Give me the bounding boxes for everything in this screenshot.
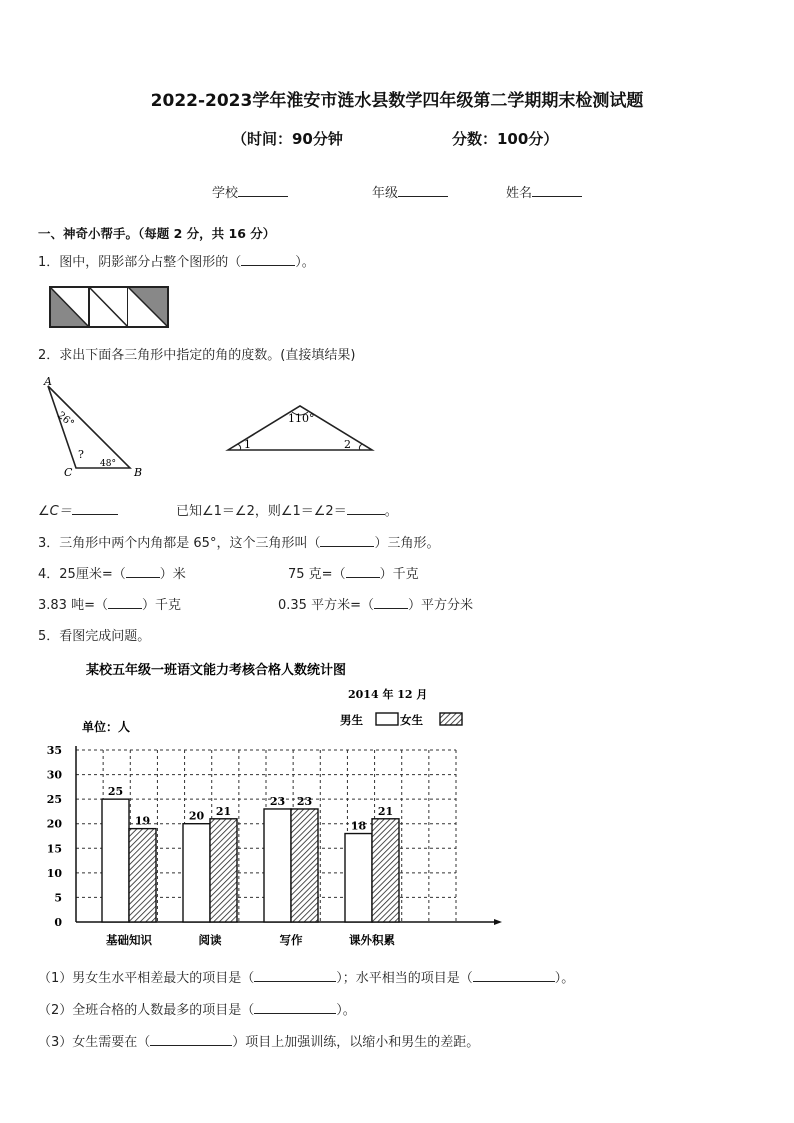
vertex-b-label: B	[134, 466, 143, 479]
bar-value-label: 19	[134, 814, 151, 828]
bar-value-label: 25	[107, 785, 124, 799]
question-3: 3．三角形中两个内角都是 65°，这个三角形叫（ ）三角形。	[38, 536, 440, 551]
answer-blank[interactable]	[241, 254, 295, 266]
legend-label-boys: 男生	[340, 713, 363, 727]
answer-blank[interactable]	[126, 566, 160, 578]
question-4c: 3.83 吨=（ ）千克	[38, 598, 181, 613]
chart-date: 2014 年 12 月	[348, 688, 428, 701]
question-1: 1．图中，阴影部分占整个图形的（ ）。	[38, 255, 315, 270]
shaded-rectangle-figure	[49, 286, 171, 330]
unknown-angle-label: ?	[78, 448, 84, 461]
bar-男生	[183, 824, 210, 922]
school-label: 学校	[212, 186, 239, 201]
question-4a: 4．25厘米=（ ）米	[38, 567, 186, 582]
answer-blank[interactable]	[473, 970, 555, 982]
y-tick-label: 30	[46, 768, 62, 782]
angle-110-label: 110°	[288, 412, 315, 425]
question-4b: 75 克=（ ）千克	[288, 567, 419, 582]
bar-男生	[102, 799, 129, 922]
bar-男生	[345, 834, 372, 922]
bar-value-label: 21	[377, 804, 394, 818]
chart-title: 某校五年级一班语文能力考核合格人数统计图	[86, 663, 347, 678]
answer-blank[interactable]	[346, 566, 380, 578]
chart-legend	[340, 713, 462, 727]
page-title: 2022-2023学年淮安市涟水县数学四年级第二学期期末检测试题	[150, 91, 644, 111]
answer-blank[interactable]	[254, 1002, 336, 1014]
angle-a-label: 26°	[55, 409, 76, 430]
angle-1-label: 1	[244, 438, 251, 451]
bar-女生	[372, 819, 399, 922]
y-tick-label: 0	[54, 916, 62, 929]
bar-value-label: 23	[269, 794, 286, 808]
bar-女生	[291, 809, 318, 922]
answer-angle-c: ∠C＝	[38, 500, 118, 519]
bar-chart	[36, 652, 506, 954]
question-5-2: （2）全班合格的人数最多的项目是（ ）。	[38, 1003, 356, 1018]
chart-unit: 单位：人	[82, 720, 131, 734]
y-tick-label: 20	[46, 817, 62, 831]
answer-blank[interactable]	[150, 1034, 232, 1046]
angle-b-label: 48°	[100, 459, 116, 469]
answer-blank[interactable]	[374, 597, 408, 609]
x-category-label: 写作	[279, 933, 303, 947]
bar-女生	[129, 829, 156, 922]
vertex-c-label: C	[64, 466, 73, 479]
grade-field[interactable]	[372, 182, 448, 201]
legend-swatch-girls	[440, 713, 462, 725]
question-5-1: （1）男女生水平相差最大的项目是（ ）；水平相当的项目是（ ）。	[38, 971, 575, 986]
section-heading: 一、神奇小帮手。（每题 2 分，共 16 分）	[38, 226, 276, 241]
angle-2-label: 2	[344, 438, 351, 451]
triangle-110-figure	[224, 398, 376, 456]
x-category-label: 阅读	[198, 933, 222, 947]
answer-blank[interactable]	[108, 597, 142, 609]
bar-value-label: 21	[215, 804, 232, 818]
legend-swatch-boys	[376, 713, 398, 725]
grade-label: 年级	[372, 186, 399, 201]
question-5: 5．看图完成问题。	[38, 629, 151, 644]
name-field[interactable]	[506, 182, 582, 201]
answer-blank[interactable]	[72, 503, 118, 515]
y-tick-label: 15	[46, 842, 62, 856]
x-category-label: 基础知识	[106, 933, 152, 947]
y-tick-label: 35	[46, 744, 62, 757]
answer-angle-1-2: 已知∠1＝∠2，则∠1＝∠2＝ 。	[176, 504, 398, 519]
y-tick-label: 5	[54, 891, 62, 905]
question-5-3: （3）女生需要在（ ）项目上加强训练，以缩小和男生的差距。	[38, 1035, 480, 1050]
answer-blank[interactable]	[254, 970, 336, 982]
x-category-label: 课外积累	[349, 933, 395, 947]
bar-男生	[264, 809, 291, 922]
vertex-a-label: A	[44, 375, 52, 388]
bar-value-label: 23	[296, 794, 313, 808]
triangle-abc-figure	[38, 372, 158, 482]
answer-blank[interactable]	[320, 535, 374, 547]
x-axis-arrow	[494, 919, 502, 925]
school-field[interactable]	[212, 182, 288, 201]
y-tick-label: 25	[46, 793, 62, 807]
y-tick-label: 10	[46, 866, 62, 880]
bar-value-label: 20	[188, 809, 205, 823]
bar-女生	[210, 819, 237, 922]
question-2: 2．求出下面各三角形中指定的角的度数。(直接填结果)	[38, 348, 356, 363]
exam-time: （时间：90分钟	[232, 130, 343, 148]
bar-value-label: 18	[350, 819, 367, 833]
exam-score: 分数：100分）	[452, 130, 559, 148]
answer-blank[interactable]	[347, 503, 385, 515]
question-4d: 0.35 平方米=（ ）平方分米	[278, 598, 473, 613]
legend-label-girls: 女生	[400, 713, 423, 727]
name-label: 姓名	[506, 186, 533, 201]
